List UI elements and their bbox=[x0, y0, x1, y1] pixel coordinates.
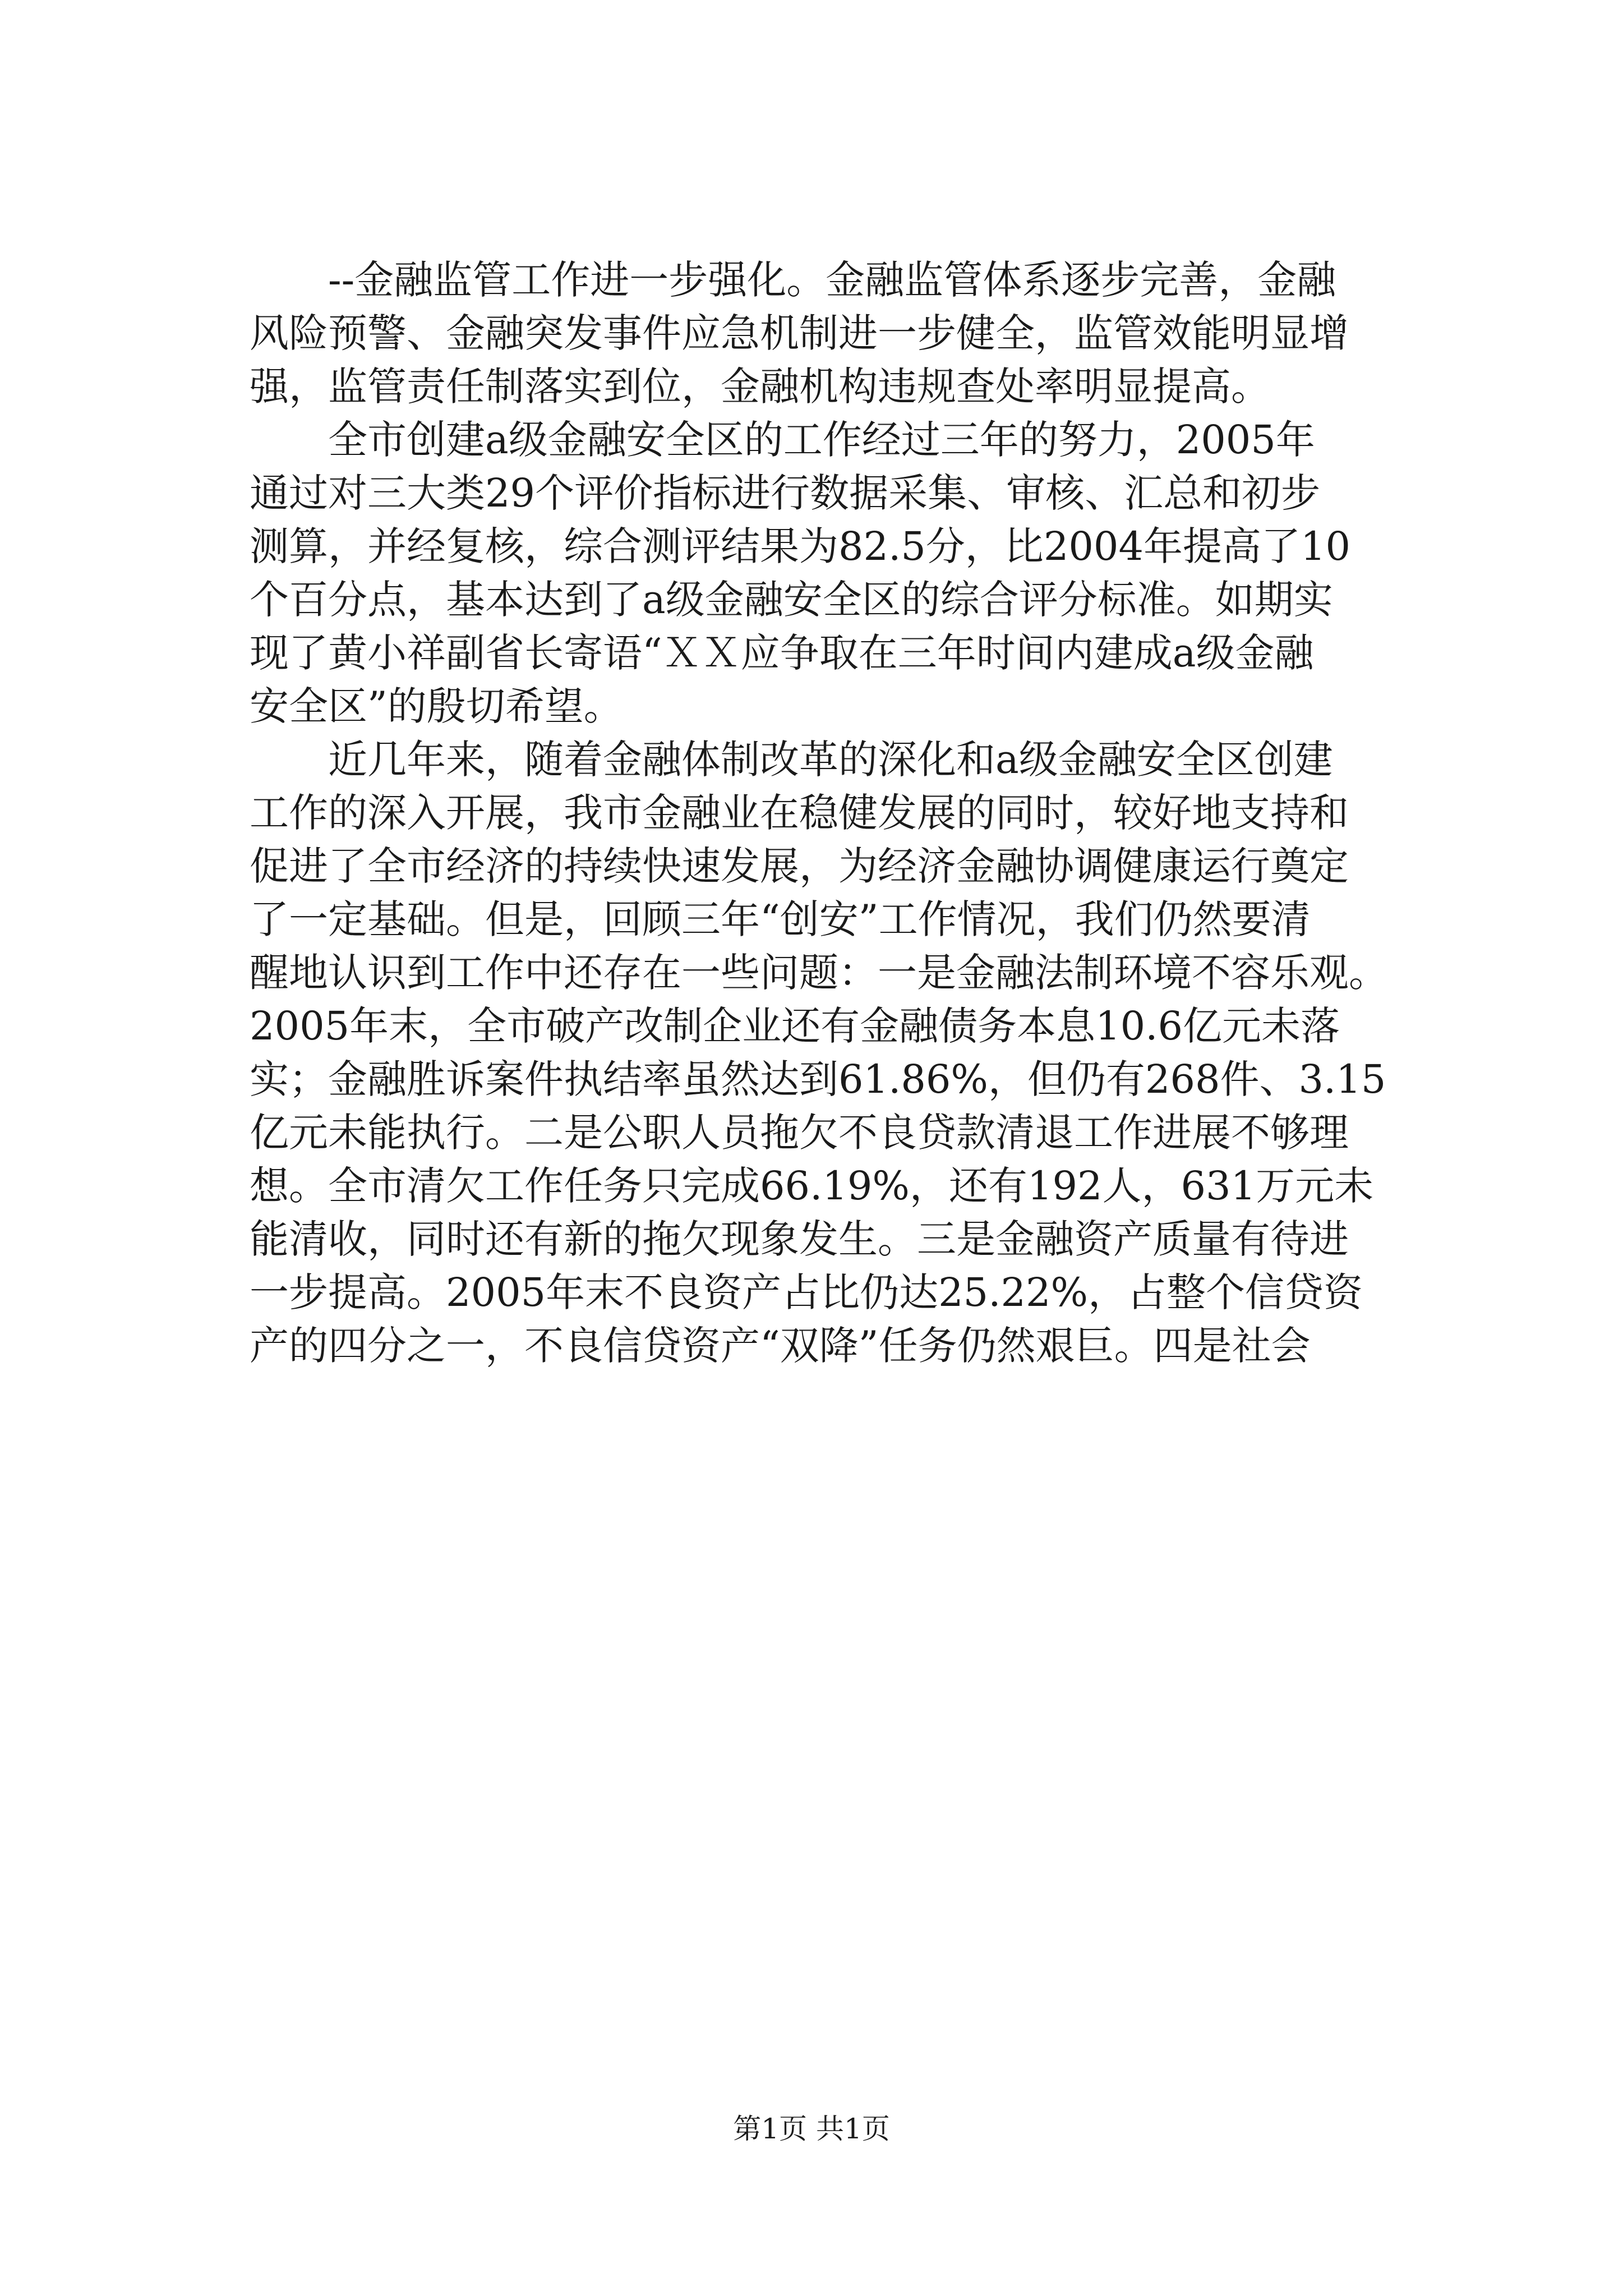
text-line: 全市创建a级金融安全区的工作经过三年的努力，2005年 bbox=[250, 417, 1315, 463]
text-line: 想。全市清欠工作任务只完成66.19%，还有192人，631万元未 bbox=[250, 1163, 1374, 1209]
text-line: 能清收，同时还有新的拖欠现象发生。三是金融资产质量有待进 bbox=[250, 1216, 1349, 1262]
text-line: 强，监管责任制落实到位，金融机构违规查处率明显提高。 bbox=[250, 364, 1270, 409]
text-line: 促进了全市经济的持续快速发展，为经济金融协调健康运行奠定 bbox=[250, 843, 1349, 889]
text-line: 2005年末，全市破产改制企业还有金融债务本息10.6亿元未落 bbox=[250, 1003, 1340, 1049]
text-line: --金融监管工作进一步强化。金融监管体系逐步完善，金融 bbox=[250, 257, 1336, 303]
text-line: 测算，并经复核，综合测评结果为82.5分，比2004年提高了10 bbox=[250, 523, 1351, 569]
text-line: 通过对三大类29个评价指标进行数据采集、审核、汇总和初步 bbox=[250, 470, 1321, 516]
text-line: 产的四分之一，不良信贷资产“双降”任务仍然艰巨。四是社会 bbox=[250, 1323, 1311, 1369]
text-line: 风险预警、金融突发事件应急机制进一步健全，监管效能明显增 bbox=[250, 310, 1349, 356]
text-line: 一步提高。2005年末不良资产占比仍达25.22%，占整个信贷资 bbox=[250, 1269, 1363, 1315]
text-line: 实；金融胜诉案件执结率虽然达到61.86%，但仍有268件、3.15 bbox=[250, 1056, 1386, 1102]
document-body bbox=[250, 254, 1427, 1373]
text-line: 亿元未能执行。二是公职人员拖欠不良贷款清退工作进展不够理 bbox=[250, 1110, 1349, 1156]
text-line: 了一定基础。但是，回顾三年“创安”工作情况，我们仍然要清 bbox=[250, 896, 1311, 942]
text-line: 醒地认识到工作中还存在一些问题：一是金融法制环境不容乐观。 bbox=[250, 950, 1388, 996]
text-line: 工作的深入开展，我市金融业在稳健发展的同时，较好地支持和 bbox=[250, 790, 1349, 836]
text-line: 个百分点，基本达到了a级金融安全区的综合评分标准。如期实 bbox=[250, 577, 1333, 623]
text-line: 现了黄小祥副省长寄语“ＸＸ应争取在三年时间内建成a级金融 bbox=[250, 630, 1314, 676]
text-line: 近几年来，随着金融体制改革的深化和a级金融安全区创建 bbox=[250, 737, 1333, 783]
text-line: 安全区”的殷切希望。 bbox=[250, 683, 623, 729]
page-footer bbox=[0, 2109, 1623, 2148]
page-number: 第1页 共1页 bbox=[733, 2113, 890, 2145]
